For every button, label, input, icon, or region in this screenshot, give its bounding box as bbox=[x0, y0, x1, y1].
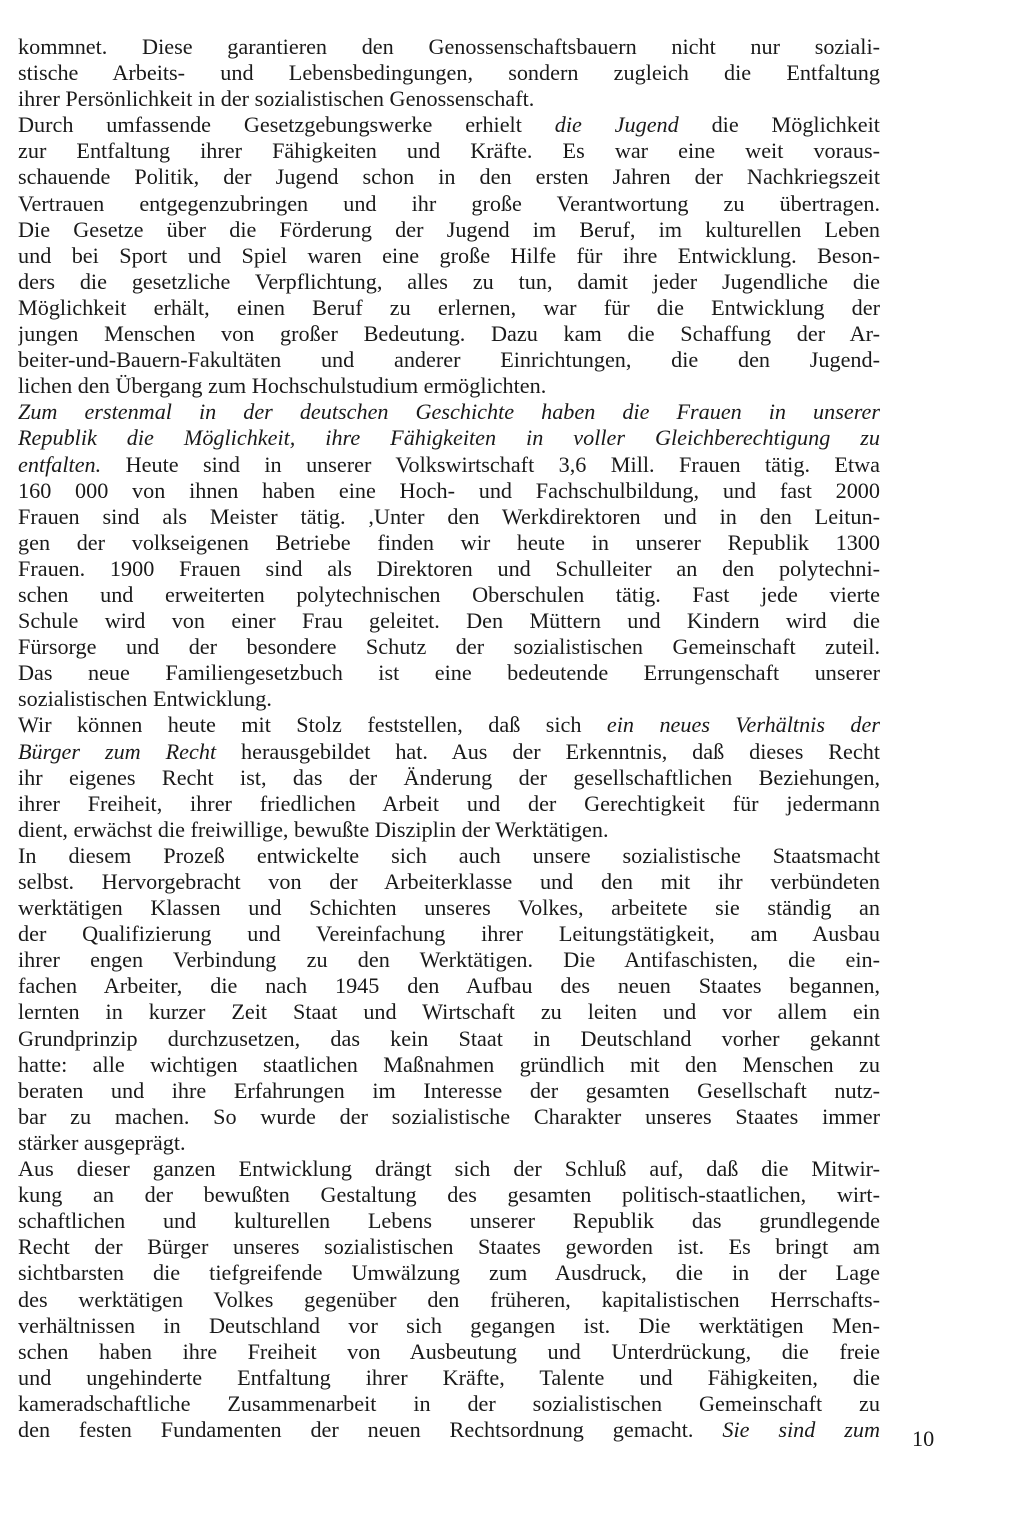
text-line bbox=[18, 999, 880, 1025]
italic-text-run: die Jugend bbox=[554, 112, 679, 138]
italic-text-run: Bürger zum Recht bbox=[18, 738, 217, 764]
text-run: der Qualifizierung und Vereinfachung ihrer Leitungstätigkeit, am Ausbau bbox=[18, 921, 880, 947]
text-line bbox=[18, 1156, 880, 1182]
text-line bbox=[18, 947, 880, 973]
text-run: Schule wird von einer Frau geleitet. Den Müttern und Kindern wird die bbox=[18, 608, 880, 634]
text-run: jungen Menschen von großer Bedeutung. Dazu kam die Schaffung der Ar- bbox=[18, 321, 880, 347]
text-run: ders die gesetzliche Verpflichtung, alles zu tun, damit jeder Jugendliche die bbox=[18, 268, 880, 294]
text-line bbox=[18, 634, 880, 660]
text-run: schen haben ihre Freiheit von Ausbeutung und Unterdrückung, die freie bbox=[18, 1338, 880, 1364]
text-run: die Möglichkeit bbox=[678, 112, 880, 138]
text-run: sozialistischen Entwicklung. bbox=[18, 686, 272, 712]
text-line bbox=[18, 347, 880, 373]
text-line bbox=[18, 712, 880, 738]
text-run: Möglichkeit erhält, einen Beruf zu erlernen, war für die Entwicklung der bbox=[18, 294, 880, 320]
text-line bbox=[18, 660, 880, 686]
text-line bbox=[18, 1208, 880, 1234]
text-run: kommnet. Diese garantieren den Genossenschaftsbauern nicht nur soziali- bbox=[18, 34, 880, 59]
text-line bbox=[18, 243, 880, 269]
text-run: kameradschaftliche Zusammenarbeit in der sozialistischen Gemeinschaft zu bbox=[18, 1390, 880, 1416]
text-line bbox=[18, 321, 880, 347]
text-run: den festen Fundamenten der neuen Rechtsordnung gemacht. bbox=[18, 1416, 723, 1442]
text-run: des werktätigen Volkes gegenüber den früheren, kapitalistischen Herrschafts- bbox=[18, 1286, 880, 1312]
text-line bbox=[18, 895, 880, 921]
text-line bbox=[18, 973, 880, 999]
text-run: stische Arbeits- und Lebensbedingungen, sondern zugleich die Entfaltung bbox=[18, 60, 880, 86]
text-line bbox=[18, 686, 880, 712]
text-line bbox=[18, 1078, 880, 1104]
text-run: Aus dieser ganzen Entwicklung drängt sich der Schluß auf, daß die Mitwir- bbox=[18, 1156, 880, 1182]
text-run: Grundprinzip durchzusetzen, das kein Staat in Deutschland vorher gekannt bbox=[18, 1025, 880, 1051]
text-run: ihrer Persönlichkeit in der sozialistischen Genossenschaft. bbox=[18, 86, 535, 112]
text-run: beraten und ihre Erfahrungen im Interesse der gesamten Gesellschaft nutz- bbox=[18, 1077, 880, 1103]
italic-text-run: Sie sind zum bbox=[722, 1416, 880, 1442]
text-line bbox=[18, 530, 880, 556]
text-run: verhältnissen in Deutschland vor sich gegangen ist. Die werktätigen Men- bbox=[18, 1312, 880, 1338]
text-run: ihrer engen Verbindung zu den Werktätigen. Die Antifaschisten, die ein- bbox=[18, 947, 880, 973]
page-number: 10 bbox=[912, 1426, 935, 1451]
text-line bbox=[18, 739, 880, 765]
text-run: Frauen. 1900 Frauen sind als Direktoren und Schulleiter an den polytechni- bbox=[18, 555, 880, 581]
text-run: beiter-und-Bauern-Fakultäten und anderer Einrichtungen, die den Jugend- bbox=[18, 347, 880, 373]
text-line bbox=[18, 217, 880, 243]
text-line bbox=[18, 269, 880, 295]
text-run: zur Entfaltung ihrer Fähigkeiten und Kräfte. Es war eine weit voraus- bbox=[18, 138, 880, 164]
text-run: Heute sind in unserer Volkswirtschaft 3,6 Mill. Frauen tätig. Etwa bbox=[101, 451, 880, 477]
text-line bbox=[18, 921, 880, 947]
text-line bbox=[18, 478, 880, 504]
text-run: In diesem Prozeß entwickelte sich auch unsere sozialistische Staatsmacht bbox=[18, 842, 880, 868]
text-line bbox=[18, 1026, 880, 1052]
text-run: und ungehinderte Entfaltung ihrer Kräfte, Talente und Fähigkeiten, die bbox=[18, 1364, 880, 1390]
text-line bbox=[18, 112, 880, 138]
text-run: dient, erwächst die freiwillige, bewußte Disziplin der Werktätigen. bbox=[18, 816, 609, 842]
text-run: stärker ausgeprägt. bbox=[18, 1129, 186, 1155]
text-line bbox=[18, 1391, 880, 1417]
text-run: 160 000 von ihnen haben eine Hoch- und Fachschulbildung, und fast 2000 bbox=[18, 477, 880, 503]
text-line bbox=[18, 1234, 880, 1260]
text-run: sichtbarsten die tiefgreifende Umwälzung zum Ausdruck, die in der Lage bbox=[18, 1260, 880, 1286]
text-line bbox=[18, 373, 880, 399]
text-run: Vertrauen entgegenzubringen und ihr große Verantwortung zu übertragen. bbox=[18, 190, 880, 216]
italic-text-run: ein neues Verhältnis der bbox=[606, 712, 880, 738]
text-line bbox=[18, 34, 880, 60]
text-line bbox=[18, 791, 880, 817]
text-line bbox=[18, 843, 880, 869]
text-run: schauende Politik, der Jugend schon in den ersten Jahren der Nachkriegszeit bbox=[18, 164, 880, 190]
text-run: fachen Arbeiter, die nach 1945 den Aufbau des neuen Staates begannen, bbox=[18, 973, 880, 999]
text-run: Die Gesetze über die Förderung der Jugend im Beruf, im kulturellen Leben bbox=[18, 216, 880, 242]
text-line bbox=[18, 1052, 880, 1078]
text-line bbox=[18, 1313, 880, 1339]
text-line bbox=[18, 1130, 880, 1156]
text-run: gen der volkseigenen Betriebe finden wir heute in unserer Republik 1300 bbox=[18, 529, 880, 555]
text-line bbox=[18, 608, 880, 634]
text-line bbox=[18, 1182, 880, 1208]
text-run: und bei Sport und Spiel waren eine große Hilfe für ihre Entwicklung. Beson- bbox=[18, 242, 880, 268]
text-line bbox=[18, 1287, 880, 1313]
text-run: lichen den Übergang zum Hochschulstudium ermöglichten. bbox=[18, 373, 547, 399]
text-line bbox=[18, 164, 880, 190]
text-line bbox=[18, 504, 880, 530]
text-line bbox=[18, 399, 880, 425]
text-run: schaftlichen und kulturellen Lebens unserer Republik das grundlegende bbox=[18, 1208, 880, 1234]
text-line bbox=[18, 425, 880, 451]
text-line bbox=[18, 765, 880, 791]
text-line bbox=[18, 191, 880, 217]
text-run: kung an der bewußten Gestaltung des gesamten politisch-staatlichen, wirt- bbox=[18, 1182, 880, 1208]
text-run: Recht der Bürger unseres sozialistischen Staates geworden ist. Es bringt am bbox=[18, 1234, 880, 1260]
text-run: herausgebildet hat. Aus der Erkenntnis, daß dieses Recht bbox=[216, 738, 880, 764]
document-page bbox=[18, 34, 880, 1443]
text-run: hatte: alle wichtigen staatlichen Maßnahmen gründlich mit den Menschen zu bbox=[18, 1051, 880, 1077]
text-line bbox=[18, 869, 880, 895]
text-line bbox=[18, 60, 880, 86]
text-line bbox=[18, 86, 880, 112]
text-run: bar zu machen. So wurde der sozialistische Charakter unseres Staates immer bbox=[18, 1103, 880, 1129]
text-line bbox=[18, 295, 880, 321]
text-run: Frauen sind als Meister tätig. ,Unter den Werkdirektoren und in den Leitun- bbox=[18, 503, 880, 529]
text-run: lernten in kurzer Zeit Staat und Wirtschaft zu leiten und vor allem ein bbox=[18, 999, 880, 1025]
text-run: Wir können heute mit Stolz feststellen, daß sich bbox=[18, 712, 607, 738]
text-run: werktätigen Klassen und Schichten unseres Volkes, arbeitete sie ständig an bbox=[18, 895, 880, 921]
text-line bbox=[18, 556, 880, 582]
text-line bbox=[18, 138, 880, 164]
text-line bbox=[18, 817, 880, 843]
text-run: ihr eigenes Recht ist, das der Änderung der gesellschaftlichen Beziehungen, bbox=[18, 764, 880, 790]
text-run: Das neue Familiengesetzbuch ist eine bedeutende Errungenschaft unserer bbox=[18, 660, 880, 686]
text-line bbox=[18, 452, 880, 478]
text-line bbox=[18, 1417, 880, 1443]
text-run: Durch umfassende Gesetzgebungswerke erhielt bbox=[18, 112, 555, 138]
text-run: schen und erweiterten polytechnischen Oberschulen tätig. Fast jede vierte bbox=[18, 581, 880, 607]
italic-text-run: entfalten. bbox=[18, 451, 102, 477]
text-line bbox=[18, 1365, 880, 1391]
text-run: ihrer Freiheit, ihrer friedlichen Arbeit und der Gerechtigkeit für jedermann bbox=[18, 790, 880, 816]
text-line bbox=[18, 582, 880, 608]
text-line bbox=[18, 1339, 880, 1365]
text-line bbox=[18, 1260, 880, 1286]
text-line bbox=[18, 1104, 880, 1130]
italic-text-run: Republik die Möglichkeit, ihre Fähigkeiten in voller Gleichberechtigung zu bbox=[18, 425, 880, 451]
italic-text-run: Zum erstenmal in der deutschen Geschichte haben die Frauen in unserer bbox=[18, 399, 880, 425]
text-run: Fürsorge und der besondere Schutz der sozialistischen Gemeinschaft zuteil. bbox=[18, 634, 880, 660]
text-run: selbst. Hervorgebracht von der Arbeiterklasse und den mit ihr verbündeten bbox=[18, 869, 880, 894]
